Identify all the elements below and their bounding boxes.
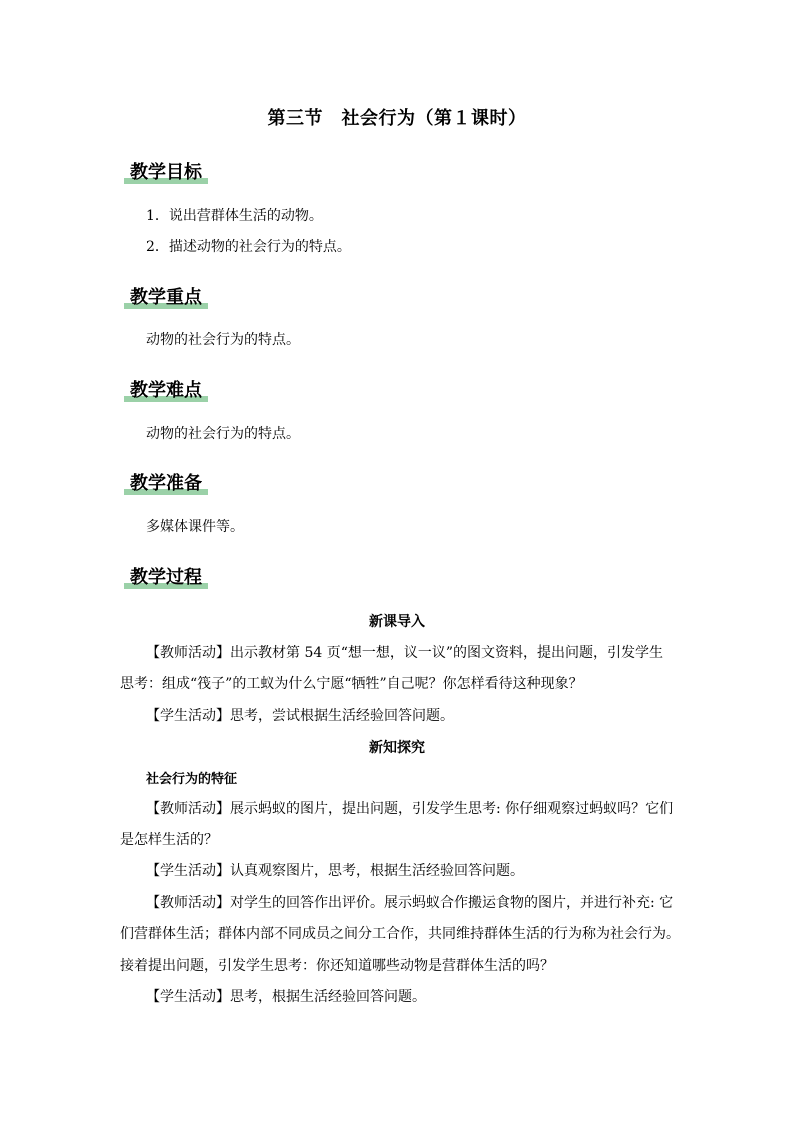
difficulties-heading: 教学难点 [124, 378, 208, 404]
intro-teacher-line-2: 思考：组成“筏子”的工蚁为什么宁愿“牺牲”自己呢？你怎样看待这种现象？ [120, 676, 583, 692]
difficulties-text: 动物的社会行为的特点。 [146, 426, 300, 442]
explore-subtitle: 新知探究 [369, 740, 425, 756]
process-heading: 教学过程 [124, 565, 208, 591]
teacher2-line-3: 接着提出问题，引发学生思考：你还知道哪些动物是营群体生活的吗？ [120, 958, 554, 974]
teacher1-line-2: 是怎样生活的？ [120, 832, 218, 848]
teacher1-line-1: 【教师活动】展示蚂蚁的图片，提出问题，引发学生思考: 你仔细观察过蚂蚁吗？它们 [146, 801, 674, 817]
page-title: 第三节 社会行为（第１课时） [267, 108, 527, 129]
key-points-text: 动物的社会行为的特点。 [146, 332, 300, 348]
intro-subtitle: 新课导入 [369, 614, 425, 630]
teacher2-line-2: 们营群体生活；群体内部不同成员之间分工合作，共同维持群体生活的行为称为社会行为。 [120, 926, 680, 942]
intro-teacher-line-1: 【教师活动】出示教材第 54 页“想一想，议一议”的图文资料，提出问题，引发学生 [146, 645, 664, 661]
intro-student: 【学生活动】思考，尝试根据生活经验回答问题。 [146, 708, 454, 724]
preparation-heading: 教学准备 [124, 471, 208, 497]
social-behavior-subheading: 社会行为的特征 [146, 772, 238, 787]
preparation-text: 多媒体课件等。 [146, 519, 244, 535]
key-points-heading: 教学重点 [124, 285, 208, 311]
student1: 【学生活动】认真观察图片，思考，根据生活经验回答问题。 [146, 863, 524, 879]
student2: 【学生活动】思考，根据生活经验回答问题。 [146, 989, 426, 1005]
objective-item-1: 1．说出营群体生活的动物。 [146, 208, 323, 224]
objective-item-2: 2．描述动物的社会行为的特点。 [146, 239, 351, 255]
teacher2-line-1: 【教师活动】对学生的回答作出评价。展示蚂蚁合作搬运食物的图片，并进行补充: 它 [146, 895, 674, 911]
objectives-heading: 教学目标 [124, 160, 208, 186]
